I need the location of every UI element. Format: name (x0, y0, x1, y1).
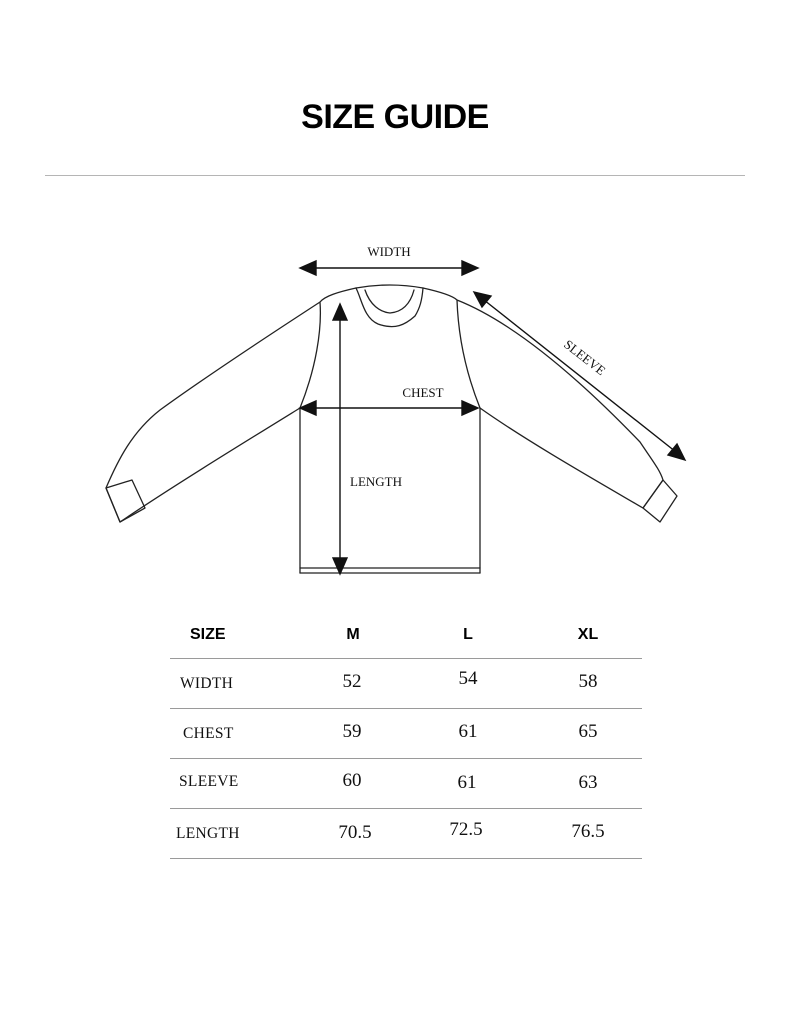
row-label: SLEEVE (179, 773, 239, 790)
shirt-diagram (0, 220, 790, 590)
cell-value: 59 (342, 721, 362, 742)
cell-value: 65 (578, 721, 598, 742)
diagram-label-sleeve: SLEEVE (561, 336, 609, 379)
table-row (170, 758, 642, 808)
cell-value: 58 (578, 671, 598, 692)
header-xl: XL (577, 626, 599, 643)
cell-value: 60 (342, 770, 362, 791)
table-row (170, 808, 642, 859)
cell-value: 76.5 (571, 821, 605, 842)
cell-value: 52 (342, 671, 362, 692)
cell-value: 61 (457, 772, 477, 793)
table-row (170, 708, 642, 758)
table-row (170, 658, 642, 708)
row-label: CHEST (183, 725, 234, 742)
divider (45, 175, 745, 176)
cell-value: 70.5 (338, 822, 372, 843)
row-label: LENGTH (176, 825, 240, 842)
cell-value: 63 (578, 772, 598, 793)
diagram-label-length: LENGTH (350, 474, 402, 489)
header-size: SIZE (190, 626, 226, 643)
page-title: SIZE GUIDE (301, 98, 489, 136)
cell-value: 54 (458, 668, 478, 689)
right-cuff (643, 480, 677, 522)
cell-value: 61 (458, 721, 478, 742)
right-sleeve (423, 288, 663, 508)
size-table (170, 612, 642, 859)
header-m: M (346, 626, 360, 643)
cell-value: 72.5 (449, 819, 483, 840)
diagram-label-chest: CHEST (402, 385, 444, 400)
left-cuff (106, 480, 145, 522)
header-l: L (463, 626, 473, 643)
table-header (170, 612, 642, 658)
left-sleeve (106, 288, 356, 522)
row-label: WIDTH (180, 675, 234, 692)
diagram-label-width: WIDTH (367, 244, 411, 259)
